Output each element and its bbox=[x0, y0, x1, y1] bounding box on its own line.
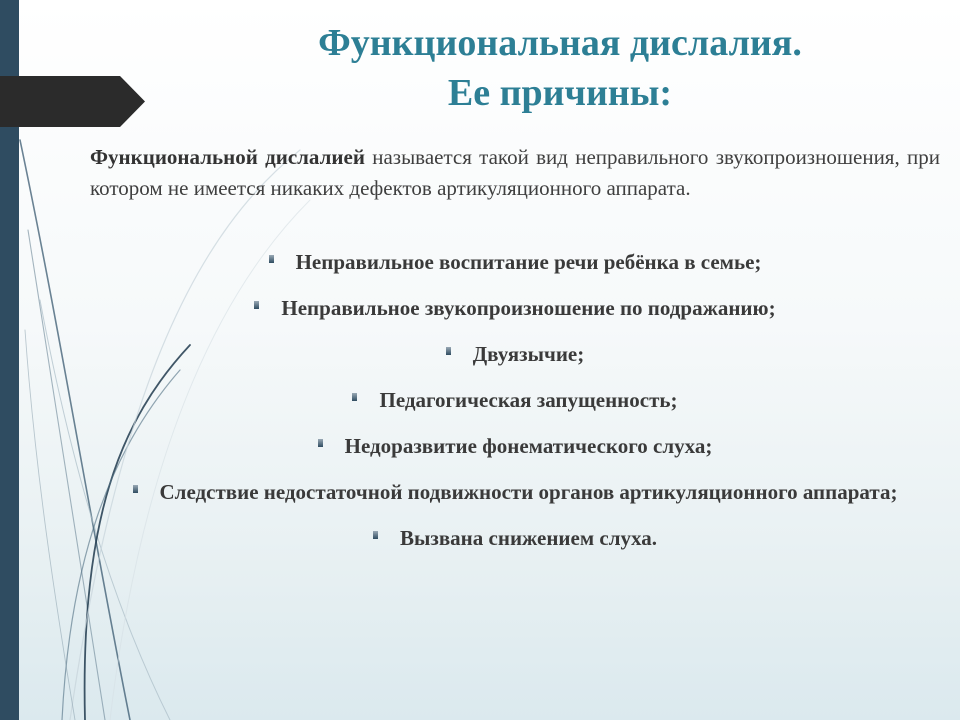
list-item bbox=[85, 340, 945, 369]
cause-text: Следствие недостаточной подвижности органов артикуляционного аппарата; bbox=[159, 480, 898, 504]
cause-text: Вызвана снижением слуха. bbox=[400, 526, 657, 550]
bullet-icon bbox=[254, 301, 259, 309]
definition-term: Функциональной дислалией bbox=[90, 145, 365, 169]
arrow-tab-shape bbox=[0, 76, 145, 127]
list-item bbox=[85, 386, 945, 415]
title-line-1: Функциональная дислалия. bbox=[318, 22, 802, 64]
bullet-icon bbox=[352, 393, 357, 401]
cause-text: Неправильное воспитание речи ребёнка в семье; bbox=[295, 250, 762, 274]
list-item bbox=[85, 478, 945, 507]
bullet-icon bbox=[133, 485, 138, 493]
definition-text: называется такой вид неправильного звукопроизношения, при котором не имеется никаких дефектов артикуляционного аппарата. bbox=[90, 145, 940, 200]
cause-text: Двуязычие; bbox=[472, 342, 585, 366]
cause-text: Педагогическая запущенность; bbox=[379, 388, 678, 412]
bullet-icon bbox=[373, 531, 378, 539]
definition-paragraph bbox=[90, 142, 940, 204]
list-item bbox=[85, 524, 945, 553]
title-line-2: Ее причины: bbox=[447, 72, 673, 114]
bullet-icon bbox=[318, 439, 323, 447]
list-item bbox=[85, 248, 945, 277]
cause-text: Неправильное звукопроизношение по подражанию; bbox=[281, 296, 776, 320]
causes-list bbox=[85, 248, 945, 553]
list-item bbox=[85, 294, 945, 323]
bullet-icon bbox=[269, 255, 274, 263]
list-item bbox=[85, 432, 945, 461]
cause-text: Недоразвитие фонематического слуха; bbox=[344, 434, 713, 458]
slide-title bbox=[180, 18, 940, 118]
bullet-icon bbox=[446, 347, 451, 355]
